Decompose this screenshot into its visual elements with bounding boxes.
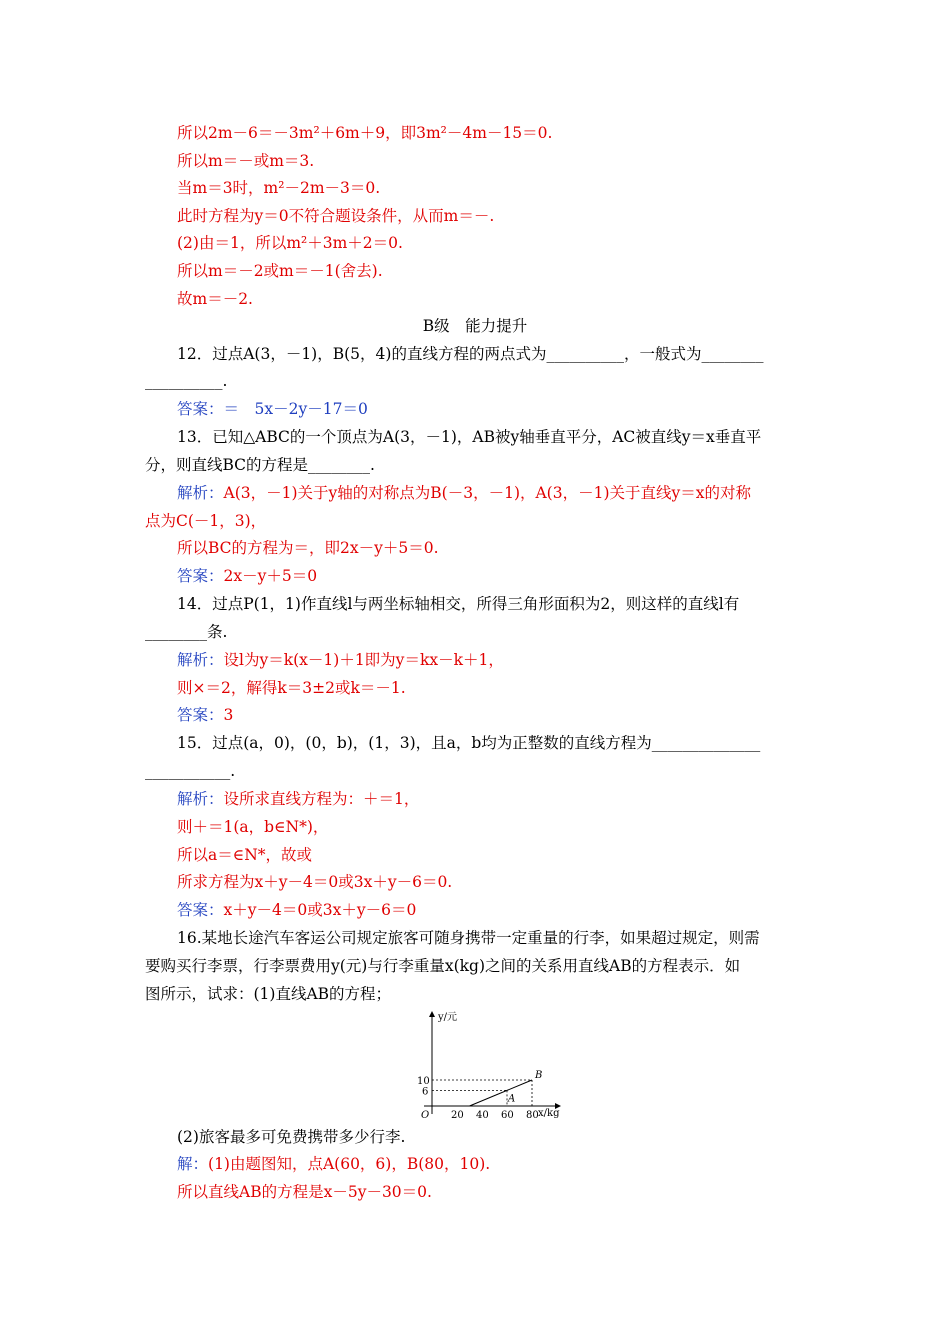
answer-label: 答案： [177, 901, 224, 919]
solution-16-line-2: 所以直线AB的方程是x－5y－30＝0. [177, 1183, 432, 1201]
solution-13-line-1 [177, 483, 751, 503]
answer-label: 答案： [177, 567, 224, 585]
y-axis-label: y/元 [438, 1012, 458, 1023]
question-16-line-3: 图所示，试求：(1)直线AB的方程； [145, 985, 392, 1003]
line-1: 所以2m－6＝－3m²＋6m＋9，即3m²－4m－15＝0. [177, 124, 553, 142]
line-7: 故m＝－2. [177, 290, 253, 308]
solution-label: 解析： [177, 651, 224, 669]
solution-label: 解： [177, 1155, 209, 1173]
solution-14-line-2: 则×＝2，解得k＝3±2或k＝－1. [177, 679, 406, 697]
solution-text: 设l为y＝k(x－1)＋1即为y＝kx－k＋1， [223, 651, 504, 669]
question-12-line-1: 12．过点A(3，－1)，B(5，4)的直线方程的两点式为__________，一般式为________ [177, 345, 764, 363]
solution-16-line-1 [177, 1154, 490, 1174]
solution-text: (1)由题图知，点A(60，6)，B(80，10). [208, 1155, 491, 1173]
y-tick-label: 6 [422, 1086, 429, 1098]
x-axis-label: x/kg [538, 1108, 560, 1119]
solution-13-line-3: 所以BC的方程为＝，即2x－y＋5＝0. [177, 539, 439, 557]
line-6: 所以m＝－2或m＝－1(舍去). [177, 262, 383, 280]
point-b-label: B [535, 1070, 543, 1081]
luggage-fee-graph [408, 1008, 568, 1120]
origin-label: O [421, 1110, 430, 1120]
answer-text: x＋y－4＝0或3x＋y－6＝0 [223, 901, 417, 919]
x-tick-label: 60 [501, 1110, 514, 1120]
line-5: (2)由＝1，所以m²＋3m＋2＝0. [177, 234, 403, 252]
solution-label: 解析： [177, 790, 224, 808]
question-16-line-4: (2)旅客最多可免费携带多少行李. [177, 1128, 406, 1146]
x-tick-label: 80 [526, 1110, 539, 1120]
solution-15-line-4: 所求方程为x＋y－4＝0或3x＋y－6＝0. [177, 873, 453, 891]
answer-15 [177, 900, 416, 920]
line-ab [470, 1080, 533, 1106]
question-13-line-2: 分，则直线BC的方程是________. [145, 456, 375, 474]
point-a-label: A [508, 1093, 516, 1105]
x-tick-label: 20 [451, 1110, 464, 1120]
line-2: 所以m＝－或m＝3. [177, 152, 315, 170]
question-16-line-1: 16.某地长途汽车客运公司规定旅客可随身携带一定重量的行李，如果超过规定，则需 [177, 929, 760, 947]
y-tick-label: 10 [417, 1076, 430, 1087]
question-15-line-1: 15．过点(a，0)，(0，b)，(1，3)，且a，b均为正整数的直线方程为______________ [177, 734, 761, 752]
answer-label: 答案： [177, 706, 224, 724]
answer-text: 2x－y＋5＝0 [223, 567, 318, 585]
question-14-line-2: ________条. [145, 623, 228, 641]
question-16-line-2: 要购买行李票，行李票费用y(元)与行李重量x(kg)之间的关系用直线AB的方程表示．如 [145, 957, 741, 975]
line-3: 当m＝3时，m²－2m－3＝0. [177, 179, 381, 197]
answer-14 [177, 705, 233, 725]
x-tick-label: 40 [476, 1110, 489, 1120]
solution-text: 设所求直线方程为：＋＝1， [223, 790, 420, 808]
answer-13 [177, 566, 317, 586]
solution-text: A(3，－1)关于y轴的对称点为B(－3，－1)，A(3，－1)关于直线y＝x的对称 [223, 484, 752, 502]
answer-12: 答案：＝ 5x－2y－17＝0 [177, 400, 368, 418]
solution-13-line-2: 点为C(－1，3)， [145, 512, 267, 530]
solution-14-line-1 [177, 650, 504, 670]
solution-15-line-1 [177, 789, 419, 809]
question-15-line-2: ___________. [145, 762, 236, 780]
solution-15-line-2: 则＋＝1(a，b∈N*)， [177, 818, 329, 836]
question-13-line-1: 13．已知△ABC的一个顶点为A(3，－1)，AB被y轴垂直平分，AC被直线y＝x垂直平 [177, 428, 762, 446]
solution-label: 解析： [177, 484, 224, 502]
question-12-line-2: __________. [145, 372, 228, 390]
section-heading: B级 能力提升 [422, 317, 528, 335]
question-14-line-1: 14．过点P(1，1)作直线l与两坐标轴相交，所得三角形面积为2，则这样的直线l有 [177, 595, 740, 613]
line-4: 此时方程为y＝0不符合题设条件，从而m＝－. [177, 207, 495, 225]
solution-15-line-3: 所以a＝∈N*，故或 [177, 846, 313, 864]
answer-text: 3 [223, 706, 234, 724]
